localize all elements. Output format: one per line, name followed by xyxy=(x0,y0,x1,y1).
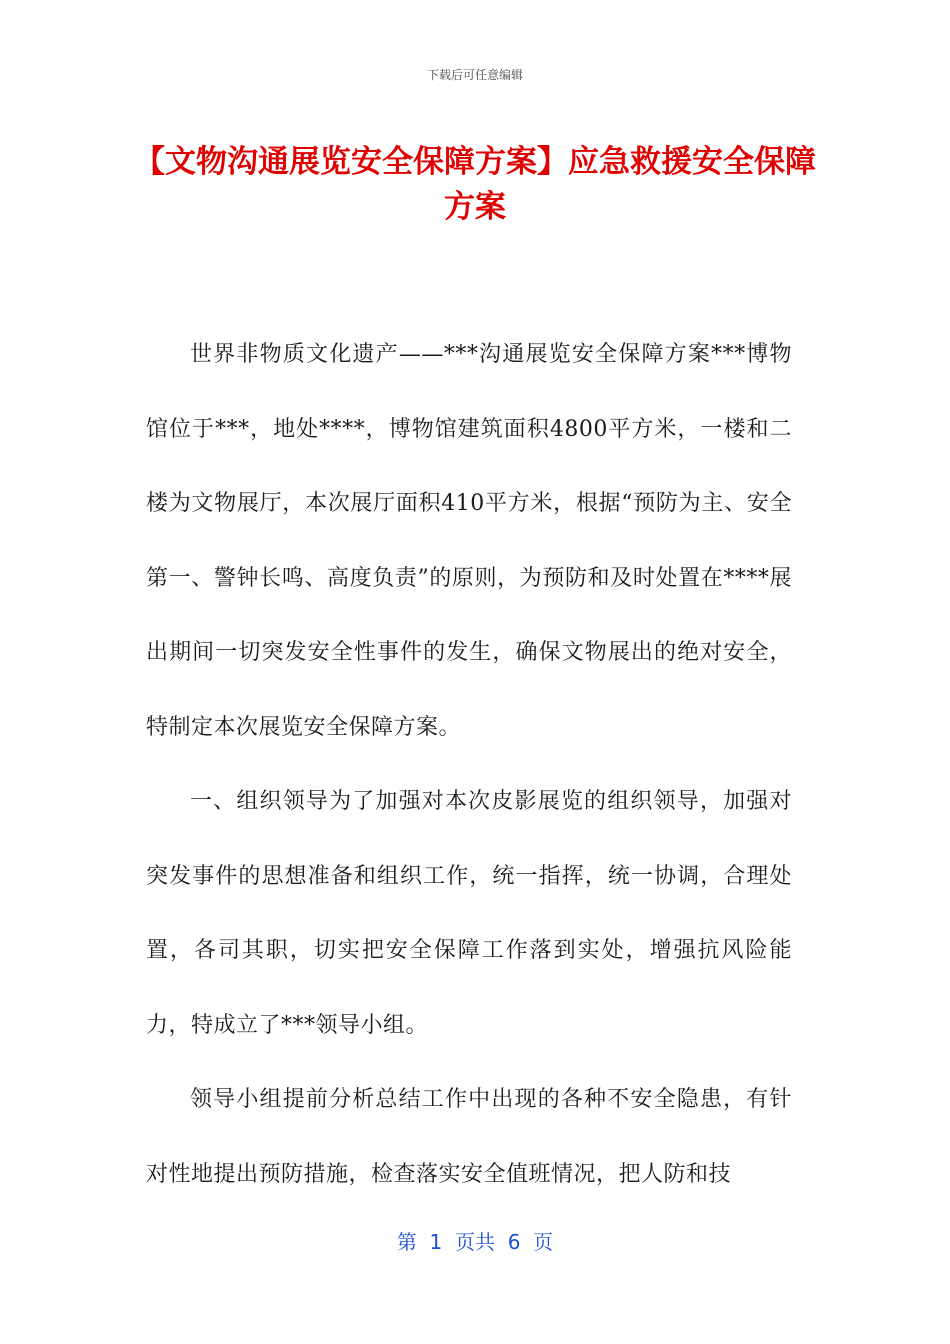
page-number-footer: 第 1 页共 6 页 xyxy=(396,1230,554,1254)
paragraph-leadership-group: 领导小组提前分析总结工作中出现的各种不安全隐患，有针对性地提出预防措施，检查落实安全值班情况，把人防和技 xyxy=(146,1087,792,1187)
page-header-note: 下载后可任意编辑 xyxy=(426,68,523,82)
paragraph-organization: 一、组织领导为了加强对本次皮影展览的组织领导，加强对突发事件的思想准备和组织工作，统一指挥，统一协调，合理处置，各司其职，切实把安全保障工作落到实处，增强抗风险能力，特成立了***领导小组。 xyxy=(146,789,792,1038)
paragraph-intro: 世界非物质文化遗产——***沟通展览安全保障方案***博物馆位于***，地处****，博物馆建筑面积4800平方米，一楼和二楼为文物展厅，本次展厅面积410平方米，根据“预防为主、安全第一、警钟长鸣、高度负责”的原则，为预防和及时处置在****展出期间一切突发安全性事件的发生，确保文物展出的绝对安全，特制定本次展览安全保障方案。 xyxy=(146,342,792,740)
document-body xyxy=(146,318,792,1212)
document-title: 【文物沟通展览安全保障方案】应急救援安全保障方案 xyxy=(134,144,816,225)
